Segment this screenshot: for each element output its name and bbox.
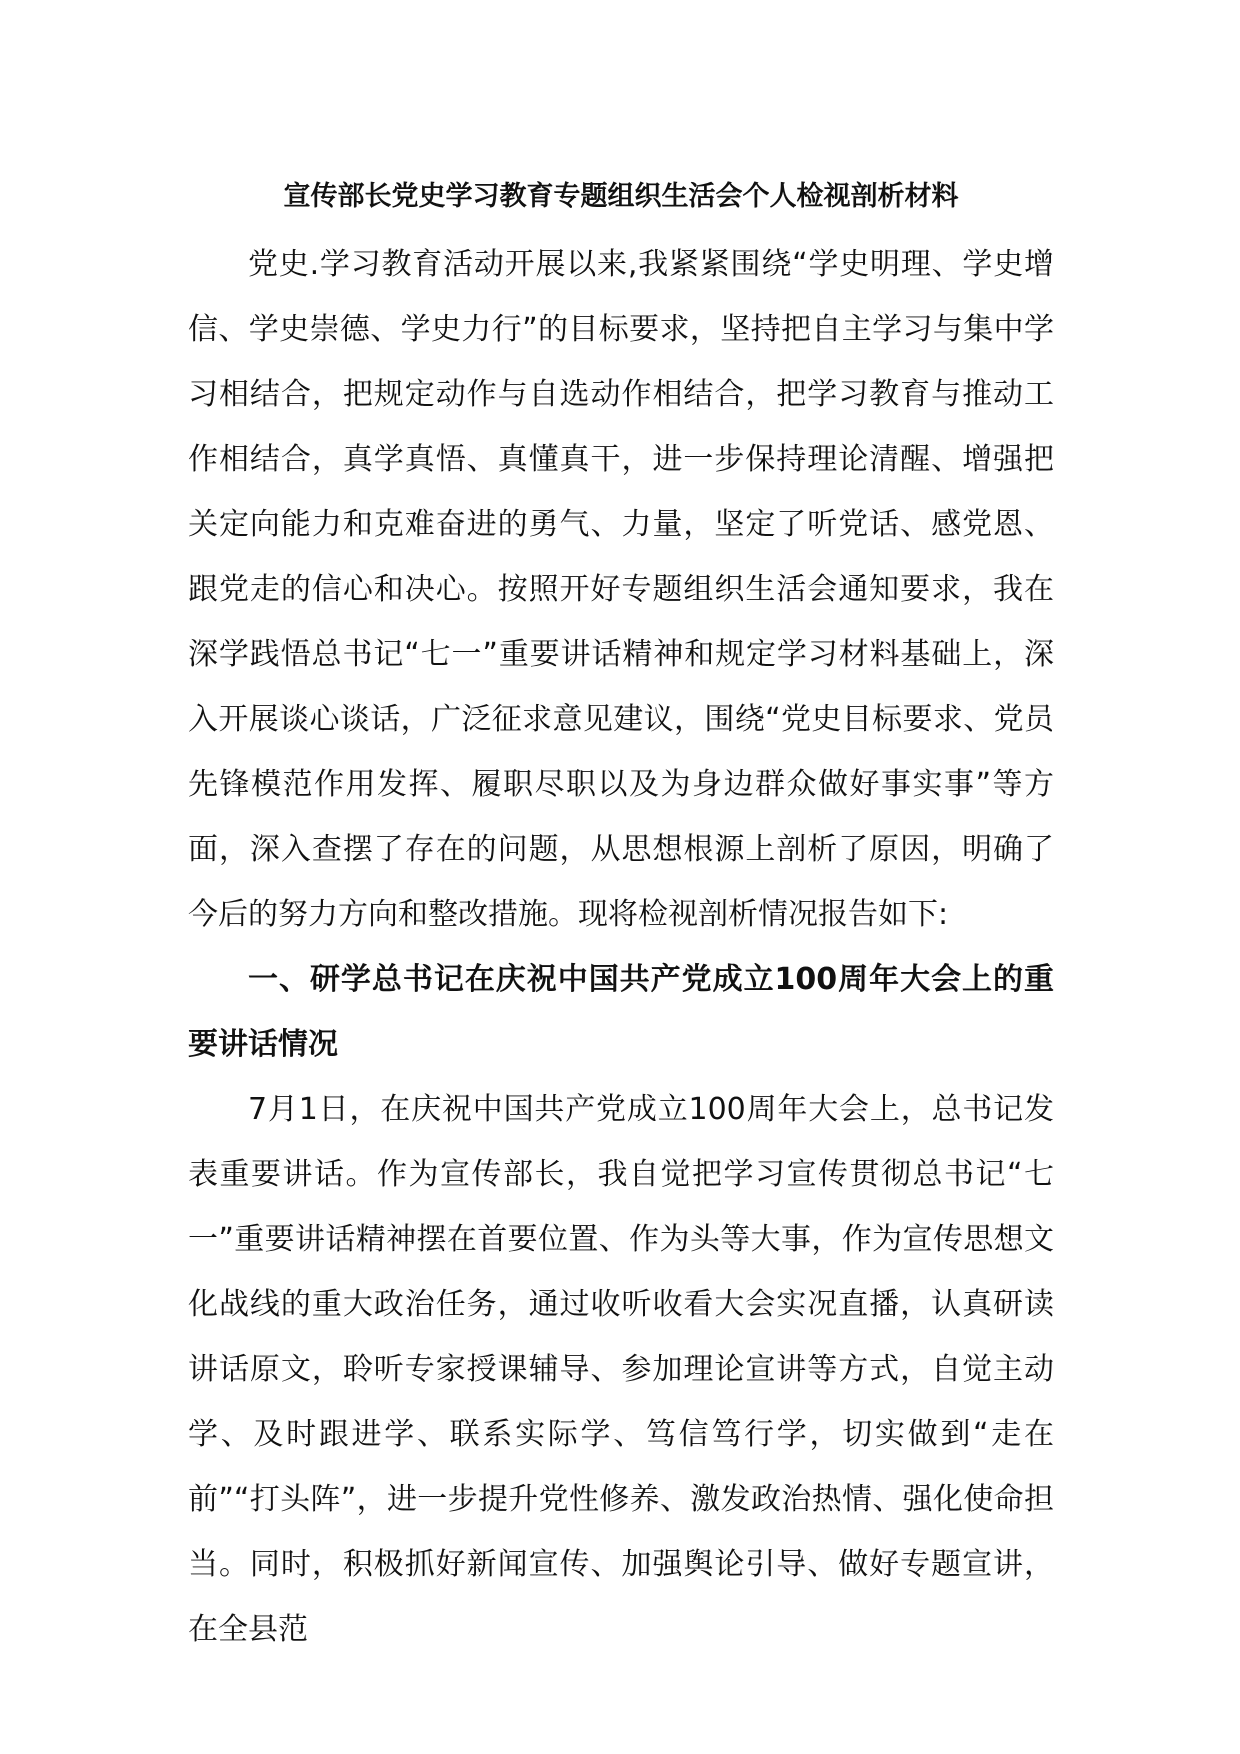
section-paragraph: 7月1日，在庆祝中国共产党成立100周年大会上，总书记发表重要讲话。作为宣传部长，我自觉把学习宣传贯彻总书记“七一”重要讲话精神摆在首要位置、作为头等大事，作为宣传思想文化战线的重大政治任务，通过收听收看大会实况直播，认真研读讲话原文，聆听专家授课辅导、参加理论宣讲等方式，自觉主动学、及时跟进学、联系实际学、笃信笃行学，切实做到“走在前”“打头阵”，进一步提升党性修养、激发政治热情、强化使命担当。同时，积极抓好新闻宣传、加强舆论引导、做好专题宣讲，在全县范 <box>188 1092 1054 1647</box>
section-heading: 一、研学总书记在庆祝中国共产党成立100周年大会上的重要讲话情况 <box>188 962 1054 1062</box>
intro-paragraph: 党史.学习教育活动开展以来,我紧紧围绕“学史明理、学史增信、学史崇德、学史力行”的目标要求，坚持把自主学习与集中学习相结合，把规定动作与自选动作相结合，把学习教育与推动工作相结合，真学真悟、真懂真干，进一步保持理论清醒、增强把关定向能力和克难奋进的勇气、力量，坚定了听党话、感党恩、跟党走的信心和决心。按照开好专题组织生活会通知要求，我在深学践悟总书记“七一”重要讲话精神和规定学习材料基础上，深入开展谈心谈话，广泛征求意见建议，围绕“党史目标要求、党员先锋模范作用发挥、履职尽职以及为身边群众做好事实事”等方面，深入查摆了存在的问题，从思想根源上剖析了原因，明确了今后的努力方向和整改措施。现将检视剖析情况报告如下: <box>188 247 1054 932</box>
document-title: 宣传部长党史学习教育专题组织生活会个人检视剖析材料 <box>283 181 959 212</box>
